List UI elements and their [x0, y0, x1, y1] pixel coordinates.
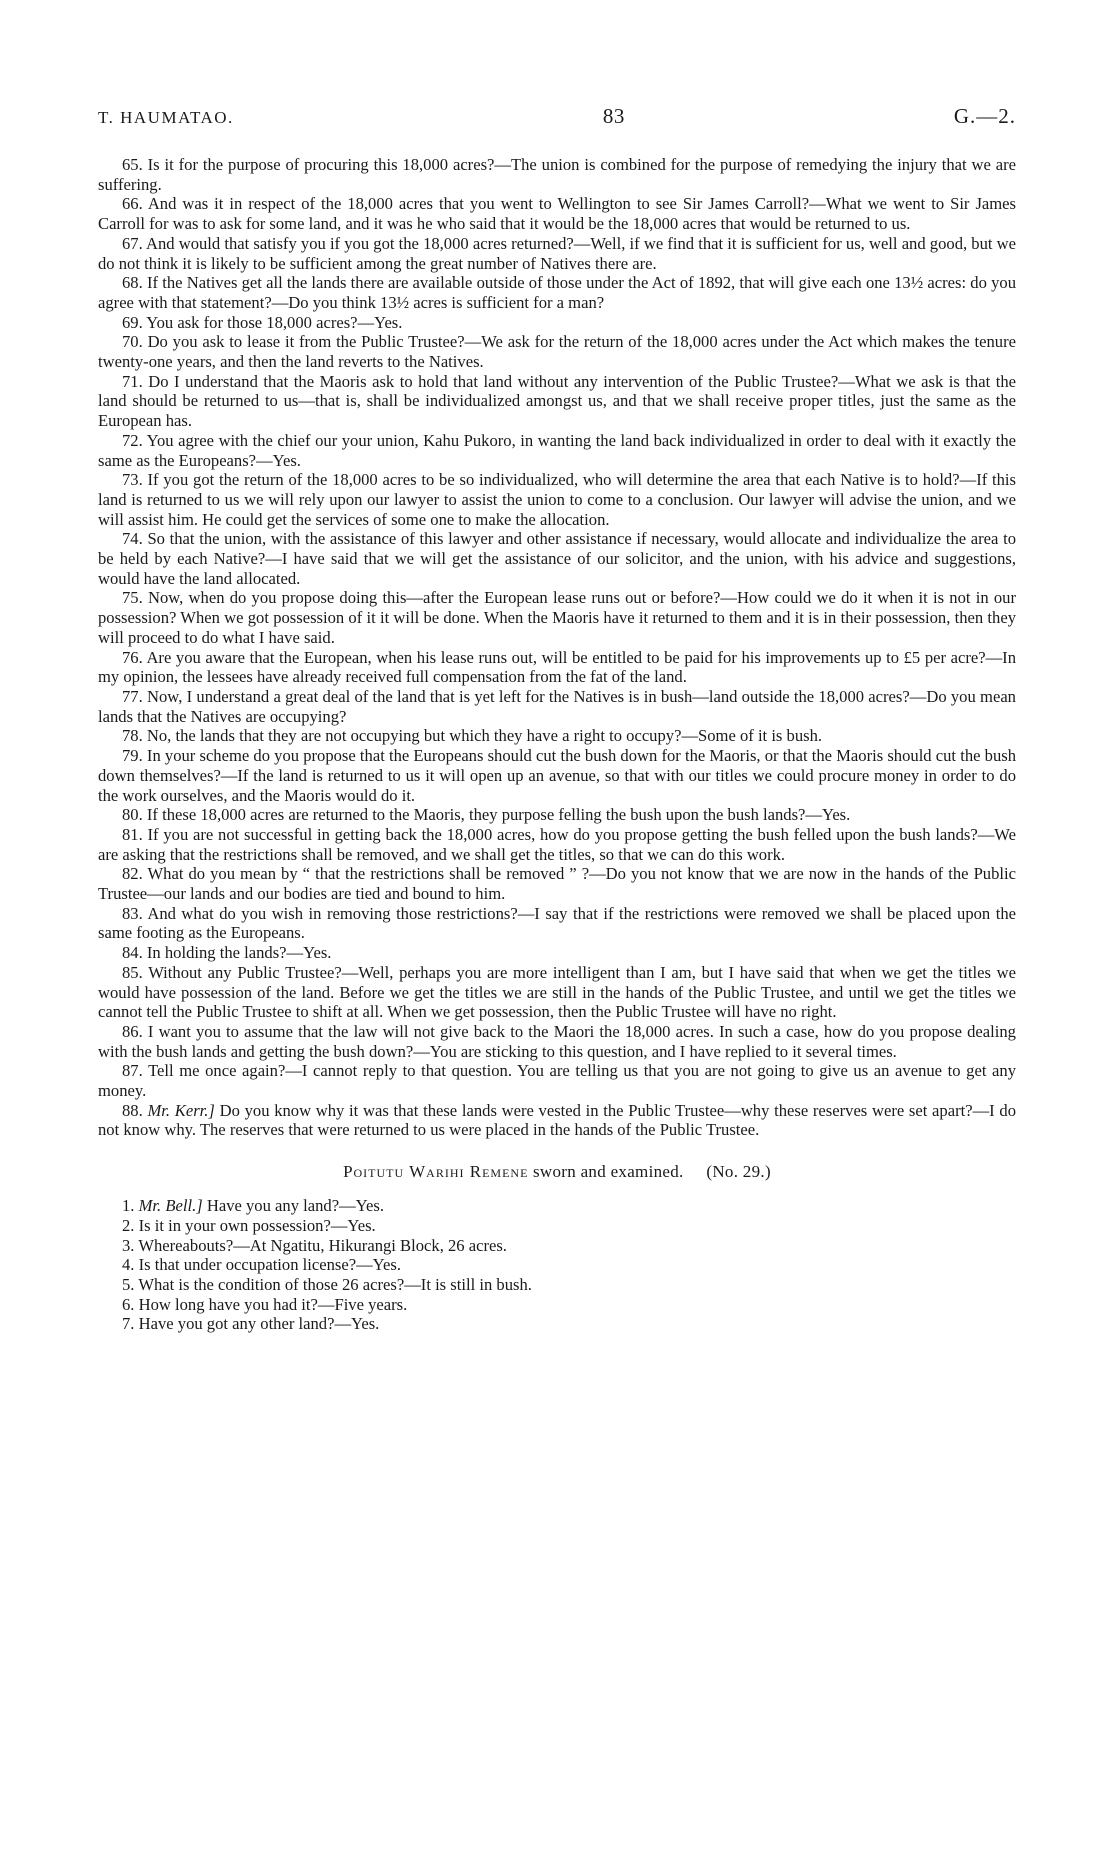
question-number: 69.: [122, 312, 143, 332]
question-text: What is the condition of those 26 acres?—It is still in bush.: [138, 1274, 532, 1294]
question-text: If you are not successful in getting back the 18,000 acres, how do you propose getting the bush felled upon the bush lands?—We are asking that the restrictions shall be removed, and we shall get the titles, so that we can do this work.: [98, 824, 1017, 864]
question-number: 76.: [122, 647, 143, 667]
question-paragraph: [98, 864, 1016, 903]
witness-sworn-text: sworn and examined.: [532, 1162, 684, 1182]
question-text: Whereabouts?—At Ngatitu, Hikurangi Block, 26 acres.: [138, 1235, 507, 1255]
question-text: And what do you wish in removing those restrictions?—I say that if the restrictions were removed we shall be placed upon the same footing as the Europeans.: [98, 903, 1016, 943]
question-number: 7.: [122, 1314, 135, 1334]
question-paragraph: [98, 805, 1016, 825]
question-paragraph: [98, 687, 1016, 726]
document-reference: G.—2.: [953, 104, 1016, 128]
question-number: 72.: [122, 430, 143, 450]
question-number: 77.: [122, 686, 143, 706]
question-text: Tell me once again?—I cannot reply to that question. You are telling us that you are not going to give us an avenue to get any money.: [98, 1061, 1016, 1101]
question-number: 4.: [122, 1255, 135, 1275]
question-paragraph: [98, 155, 1016, 194]
header-witness-name: T. HAUMATAO.: [98, 108, 234, 127]
question-paragraph: [98, 431, 1016, 470]
question-paragraph: [98, 1022, 1016, 1061]
question-text: No, the lands that they are not occupying but which they have a right to occupy?—Some of it is bush.: [146, 726, 823, 746]
question-text: Is it for the purpose of procuring this 18,000 acres?—The union is combined for the purpose of remedying the injury that we are suffering.: [98, 155, 1016, 194]
document-page: [98, 104, 1016, 1334]
testimony-part-1: [98, 155, 1016, 1140]
question-number: 6.: [122, 1294, 135, 1314]
question-paragraph: [98, 825, 1016, 864]
question-text: You agree with the chief our your union, Kahu Pukoro, in wanting the land back individualized in order to deal with it exactly the same as the Europeans?—Yes.: [98, 430, 1016, 470]
question-number: 81.: [122, 824, 143, 844]
question-paragraph: [98, 1236, 1016, 1256]
question-paragraph: [98, 529, 1016, 588]
question-paragraph: [98, 234, 1016, 273]
question-text: What do you mean by “ that the restrictions shall be removed ” ?—Do you not know that we are now in the hands of the Public Trustee—our lands and our bodies are tied and bound to him.: [98, 864, 1016, 904]
question-text: Now, when do you propose doing this—after the European lease runs out or before?—How could we do it when it is not in our possession? When we got possession of it it will be done. When the Maoris have it returned to them and it is in their possession, then they will proceed to do what I have said.: [98, 588, 1016, 647]
question-text: If the Natives get all the lands there are available outside of those under the Act of 1892, that will give each one 13½ acres: do you agree with that statement?—Do you think 13½ acres is sufficient for a man?: [98, 273, 1016, 312]
question-number: 75.: [122, 588, 143, 608]
question-text: So that the union, with the assistance of this lawyer and other assistance if necessary, would allocate and individualize the area to be held by each Native?—I have said that we will get the assistance of our solicitor, and the union, with his advice and suggestions, would have the land allocated.: [98, 529, 1016, 588]
question-paragraph: [98, 1255, 1016, 1275]
witness-name: Poitutu Warihi Remene: [343, 1162, 529, 1182]
question-number: 71.: [122, 371, 143, 391]
question-paragraph: [98, 372, 1016, 431]
question-number: 83.: [122, 903, 143, 923]
question-number: 82.: [122, 864, 143, 884]
testimony-part-2: [98, 1196, 1016, 1334]
speaker-name: Mr. Bell.]: [138, 1196, 203, 1216]
question-number: 78.: [122, 726, 143, 746]
question-number: 70.: [122, 332, 143, 352]
question-paragraph: [98, 1196, 1016, 1216]
question-number: 68.: [122, 273, 143, 293]
question-paragraph: [98, 1216, 1016, 1236]
page-number: 83: [602, 104, 625, 128]
question-number: 80.: [122, 805, 143, 825]
question-number: 88.: [122, 1100, 143, 1120]
question-text: Have you got any other land?—Yes.: [138, 1314, 380, 1334]
question-number: 74.: [122, 529, 143, 549]
question-text: Have you any land?—Yes.: [206, 1196, 384, 1216]
question-text: Do you ask to lease it from the Public Trustee?—We ask for the return of the 18,000 acres under the Act which makes the tenure twenty-one years, and then the land reverts to the Natives.: [98, 332, 1016, 372]
question-number: 1.: [122, 1196, 135, 1216]
question-text: If you got the return of the 18,000 acres to be so individualized, who will determine the area that each Native is to hold?—If this land is returned to us we will rely upon our lawyer to assist the union to come to a conclusion. Our lawyer will advise the union, and we will assist him. He could get the services of some one to make the allocation.: [98, 470, 1016, 529]
question-text: Do I understand that the Maoris ask to hold that land without any intervention of the Public Trustee?—What we ask is that the land should be returned to us—that is, shall be individualized amongst us, and that we shall receive proper titles, just the same as the European has.: [98, 371, 1016, 431]
question-number: 87.: [122, 1061, 143, 1081]
section-heading: [98, 1162, 1016, 1182]
question-number: 84.: [122, 943, 143, 963]
question-number: 65.: [122, 155, 143, 174]
question-number: 79.: [122, 746, 143, 766]
question-paragraph: [98, 1295, 1016, 1315]
question-paragraph: [98, 746, 1016, 805]
question-number: 2.: [122, 1215, 135, 1235]
question-paragraph: [98, 313, 1016, 333]
question-number: 5.: [122, 1274, 135, 1294]
question-text: In your scheme do you propose that the Europeans should cut the bush down for the Maoris, or that the Maoris should cut the bush down themselves?—If the land is returned to us it will open up an avenue, so that with our titles we could procure money in order to do the work ourselves, and the Maoris would do it.: [98, 746, 1016, 805]
speaker-name: Mr. Kerr.]: [147, 1100, 215, 1120]
question-text: Are you aware that the European, when his lease runs out, will be entitled to be paid for his improvements up to £5 per acre?—In my opinion, the lessees have already received full compensation from the fat of the land.: [98, 647, 1017, 687]
question-number: 66.: [122, 194, 143, 214]
question-text: In holding the lands?—Yes.: [146, 943, 332, 963]
question-text: You ask for those 18,000 acres?—Yes.: [146, 312, 403, 332]
question-paragraph: [98, 943, 1016, 963]
question-paragraph: [98, 194, 1016, 233]
question-paragraph: [98, 726, 1016, 746]
question-text: I want you to assume that the law will not give back to the Maori the 18,000 acres. In such a case, how do you propose dealing with the bush lands and getting the bush down?—You are sticking to this question, and I have replied to it several times.: [98, 1021, 1016, 1061]
question-paragraph: [98, 1061, 1016, 1100]
question-number: 85.: [122, 962, 143, 982]
question-paragraph: [98, 470, 1016, 529]
question-text: And would that satisfy you if you got the 18,000 acres returned?—Well, if we find that it is sufficient for us, well and good, but we do not think it is likely to be sufficient among the great number of Natives there are.: [98, 233, 1017, 273]
question-text: Now, I understand a great deal of the land that is yet left for the Natives is in bush—land outside the 18,000 acres?—Do you mean lands that the Natives are occupying?: [98, 686, 1016, 726]
question-paragraph: [98, 904, 1016, 943]
running-header: [98, 104, 1016, 129]
question-paragraph: [98, 1101, 1016, 1140]
question-text: Without any Public Trustee?—Well, perhaps you are more intelligent than I am, but I have said that when we get the titles we would have possession of the land. Before we get the titles we are still in the hands of the Public Trustee, and until we get the titles we cannot tell the Public Trustee to shift at all. When we get possession, then the Public Trustee will have no right.: [98, 962, 1016, 1022]
question-paragraph: [98, 1314, 1016, 1334]
question-number: 3.: [122, 1235, 135, 1255]
question-text: If these 18,000 acres are returned to the Maoris, they purpose felling the bush upon the bush lands?—Yes.: [146, 805, 851, 825]
question-text: And was it in respect of the 18,000 acres that you went to Wellington to see Sir James Carroll?—What we went to Sir James Carroll for was to ask for some land, and it was he who said that it would be the 18,000 acres that would be returned to us.: [98, 194, 1016, 234]
question-text: Is that under occupation license?—Yes.: [138, 1255, 401, 1275]
question-number: 86.: [122, 1021, 143, 1041]
question-number: 67.: [122, 233, 143, 253]
question-paragraph: [98, 588, 1016, 647]
question-paragraph: [98, 1275, 1016, 1295]
question-paragraph: [98, 332, 1016, 371]
question-text: How long have you had it?—Five years.: [138, 1294, 408, 1314]
question-text: Is it in your own possession?—Yes.: [138, 1215, 376, 1235]
question-paragraph: [98, 648, 1016, 687]
question-text: Do you know why it was that these lands were vested in the Public Trustee—why these reserves were set apart?—I do not know why. The reserves that were returned to us were placed in the hands of the Public Trustee.: [98, 1100, 1017, 1140]
question-paragraph: [98, 963, 1016, 1022]
question-paragraph: [98, 273, 1016, 312]
question-number: 73.: [122, 470, 143, 490]
witness-number: (No. 29.): [706, 1162, 771, 1182]
